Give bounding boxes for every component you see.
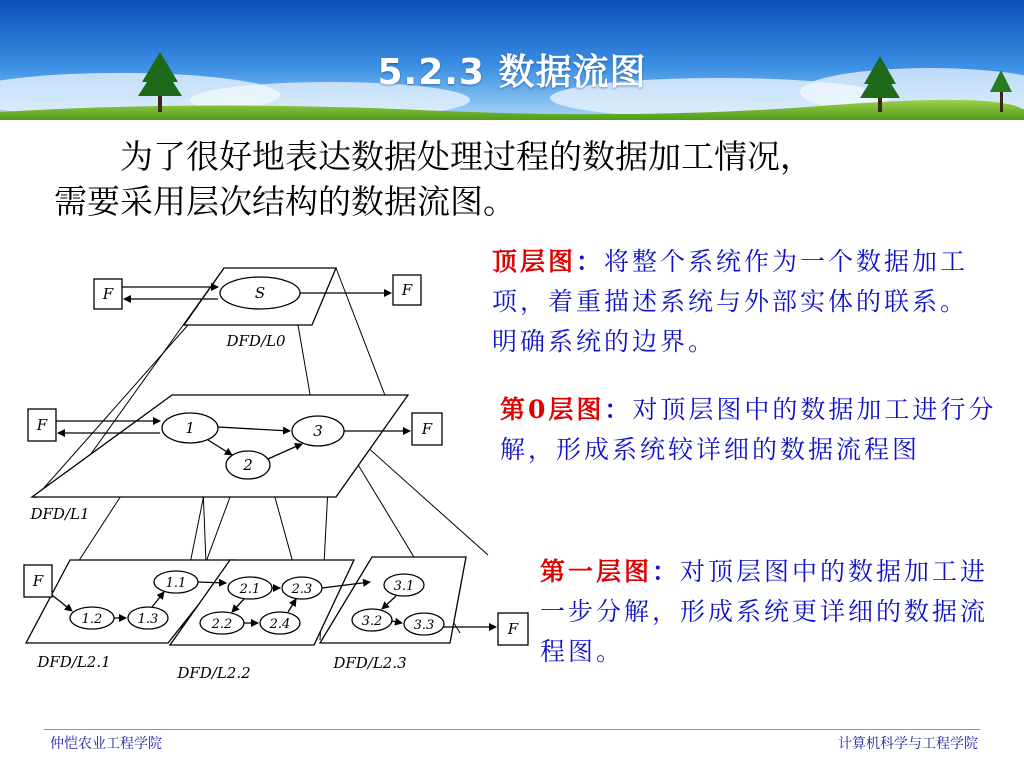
l21-process-1-2-label: 1.2: [81, 612, 103, 627]
l0-process-label: S: [254, 284, 266, 302]
l0-caption: DFD/L0: [226, 332, 286, 350]
l1-caption: DFD/L1: [30, 505, 90, 523]
intro-line-1: [54, 134, 974, 179]
intro-line-1-text: 为了很好地表达数据处理过程的数据加工情况，: [120, 137, 813, 176]
l1-process-3-label: 3: [313, 422, 323, 440]
top-level-description: [492, 242, 982, 362]
footer-right-text: 计算机科学与工程学院: [838, 736, 978, 752]
l0-entity-right-label: F: [401, 281, 413, 299]
layered-dfd-diagram: [0, 235, 540, 705]
footer-left-text: 仲恺农业工程学院: [50, 736, 162, 752]
l22-caption: DFD/L2.2: [177, 664, 251, 682]
l0-entity-left-label: F: [102, 285, 114, 303]
top-level-label: 顶层图: [492, 247, 577, 276]
l2-entity-right-label: F: [507, 620, 519, 638]
l23-caption: DFD/L2.3: [333, 654, 407, 672]
l2-entity-left-label: F: [32, 572, 44, 590]
level0-text: 对顶层图中的数据加工进行分解，形成系统较详细的数据流程图: [500, 395, 997, 464]
l21-process-1-3-label: 1.3: [137, 612, 159, 627]
footer-divider: [44, 729, 980, 730]
l23-process-3-1-label: 3.1: [393, 579, 415, 594]
l1-entity-left-label: F: [36, 416, 48, 434]
level1-text: 对顶层图中的数据加工进一步分解，形成系统更详细的数据流程图。: [540, 557, 989, 666]
l21-process-1-1-label: 1.1: [165, 576, 187, 591]
level0-label: 第0层图: [500, 395, 605, 424]
l22-process-2-2-label: 2.2: [211, 617, 233, 632]
l22-process-2-4-label: 2.4: [269, 617, 291, 632]
intro-line-2: 需要采用层次结构的数据流图。: [54, 182, 516, 221]
level1-description: [540, 552, 1000, 672]
top-level-colon: ：: [576, 247, 605, 276]
intro-paragraph: [54, 134, 974, 224]
l22-process-2-3-label: 2.3: [291, 582, 313, 597]
level1-colon: ：: [652, 557, 681, 586]
level0-colon: ：: [604, 395, 633, 424]
l1-plane: [32, 395, 408, 497]
l1-process-2-label: 2: [243, 456, 253, 474]
level1-label: 第一层图: [540, 557, 653, 586]
l23-process-3-2-label: 3.2: [361, 614, 383, 629]
l21-caption: DFD/L2.1: [37, 653, 111, 671]
l1-entity-right-label: F: [421, 420, 433, 438]
l23-process-3-3-label: 3.3: [413, 618, 435, 633]
level0-description: [500, 390, 1010, 470]
l22-process-2-1-label: 2.1: [239, 582, 261, 597]
top-level-text: 将整个系统作为一个数据加工项，着重描述系统与外部实体的联系。明确系统的边界。: [492, 247, 969, 356]
l1-process-1-label: 1: [185, 419, 195, 437]
slide-title: 5.2.3 数据流图: [377, 52, 647, 93]
